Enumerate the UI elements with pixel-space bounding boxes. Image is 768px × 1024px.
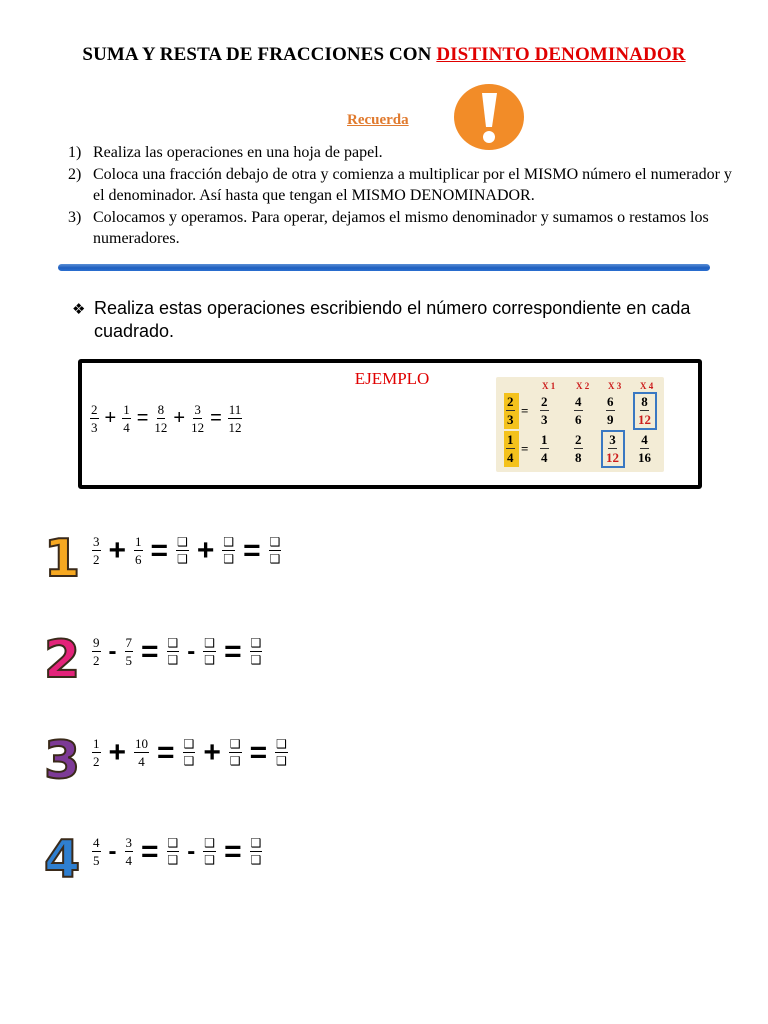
numerator: 1 [541,432,548,447]
denominator: ❑ [250,653,262,667]
example-operator: = [210,407,222,429]
numerator: ❑ [250,836,262,850]
row2-cell [638,433,651,464]
operator: - [187,637,196,665]
numerator: 8 [641,394,648,409]
denominator: 6 [575,412,582,427]
table-header: X 3 [608,381,622,391]
row1-cell [574,395,583,426]
example-operator: = [136,407,149,429]
rule-text: Colocamos y operamos. Para operar, dejamos el mismo denominador y sumamos o restamos los numeradores. [93,208,709,247]
denominator: 12 [606,450,619,465]
equals-sign: = [157,735,175,769]
denominator: 8 [575,450,582,465]
denominator: 2 [93,653,100,668]
numerator: 4 [641,432,648,447]
numerator: ❑ [223,535,235,549]
numerator: 1 [507,432,514,447]
numerator: ❑ [229,737,241,751]
fraction-b [125,836,134,867]
answer-fraction[interactable] [275,738,288,767]
equals-sign: = [249,735,268,769]
example-box [78,359,702,489]
numerator: 1 [123,402,130,417]
denominator: 2 [93,552,100,567]
denominator: 5 [125,653,132,668]
denominator: ❑ [204,653,216,667]
instruction-text: Realiza estas operaciones escribiendo el número correspondiente en cada cuadrado. [94,298,691,341]
row2-cell [574,433,583,464]
fraction-a [92,737,101,768]
numerator: 6 [607,394,614,409]
numerator: 3 [93,534,100,549]
answer-fraction[interactable] [229,738,242,767]
answer-fraction[interactable] [250,837,263,866]
numerator: ❑ [204,636,216,650]
exclamation-icon [453,83,525,151]
denominator: ❑ [223,552,235,566]
numerator: 2 [91,402,98,417]
numerator: 1 [93,736,100,751]
operator: + [196,533,215,567]
fraction-b [134,737,149,768]
operator: + [108,735,127,769]
equals-sign: = [243,533,261,567]
numerator: ❑ [167,636,179,650]
table-header: X 1 [542,381,556,391]
row2-cell [540,433,549,464]
denominator: 4 [541,450,548,465]
rule-text: Coloca una fracción debajo de otra y comienza a multiplicar por el MISMO número el numerador y el denominador. Así hasta que tengan el MISMO DENOMINADOR. [93,165,732,204]
numerator: 3 [125,835,132,850]
exercise-row [92,636,262,667]
exercise-number: 1 [44,529,81,589]
equals-sign: = [141,834,159,868]
rule-item [68,142,738,164]
equals-sign: = [141,634,159,668]
row2-cell [606,433,619,464]
numerator: ❑ [269,535,281,549]
fraction-b [134,535,143,566]
denominator: 16 [638,450,651,465]
denominator: ❑ [183,754,195,768]
rule-number: 3) [68,208,82,226]
exercise-row [92,737,288,768]
rule-text: Realiza las operaciones en una hoja de papel. [93,144,383,161]
numerator: ❑ [204,836,216,850]
operator: + [203,735,221,769]
numerator: 2 [575,432,582,447]
title-main: SUMA Y RESTA DE FRACCIONES CON [82,44,437,65]
answer-fraction[interactable] [250,637,263,666]
operator: - [187,837,196,865]
denominator: 12 [154,420,168,435]
denominator: ❑ [167,653,179,667]
divider [58,264,710,271]
multiplication-table [496,377,664,472]
answer-fraction[interactable] [176,536,189,565]
numerator: 3 [609,432,616,447]
numerator: ❑ [177,535,188,549]
denominator: 3 [91,420,98,435]
denominator: 12 [228,420,242,435]
denominator: 9 [607,412,614,427]
exercise-row [92,836,262,867]
fraction-a [92,636,101,667]
table-header: X 4 [640,381,654,391]
exercise-number: 2 [44,630,81,690]
equals-sign: = [224,634,242,668]
operator: - [108,837,117,865]
denominator: ❑ [177,552,188,566]
equals-sign: = [224,834,242,868]
key-fraction [506,395,515,426]
denominator: 4 [125,853,132,868]
row1-cell [540,395,549,426]
exercise-number: 4 [44,830,81,890]
denominator: 12 [638,412,651,427]
title-highlight: DISTINTO DENOMINADOR [436,44,686,65]
fraction-b [125,636,134,667]
example-fraction [154,403,167,434]
rule-number: 1) [68,144,82,161]
denominator: 2 [93,754,100,769]
example-fraction [122,403,131,434]
denominator: 4 [138,754,145,769]
numerator: 10 [135,736,149,751]
denominator: 4 [123,420,130,435]
key-equals: = [521,441,529,456]
fraction-a [92,836,101,867]
rule-item [68,207,738,250]
answer-fraction[interactable] [269,536,282,565]
answer-fraction[interactable] [183,738,196,767]
numerator: 3 [194,402,201,417]
operator: - [108,637,117,665]
numerator: 2 [541,394,548,409]
example-operator: + [104,407,117,429]
page-title [0,44,768,66]
answer-fraction[interactable] [167,637,180,666]
numerator: 4 [93,835,100,850]
key-fraction [506,433,515,464]
denominator: ❑ [276,754,287,768]
denominator: ❑ [204,853,216,867]
numerator: 2 [507,394,514,409]
table-header: X 2 [576,381,590,391]
numerator: ❑ [250,636,262,650]
numerator: 9 [93,635,100,650]
numerator: 7 [125,635,132,650]
denominator: ❑ [250,853,262,867]
bullet-icon: ❖ [72,301,86,318]
instruction [72,297,712,343]
denominator: 6 [135,552,142,567]
denominator: ❑ [229,754,241,768]
fraction-a [92,535,101,566]
numerator: 1 [135,534,142,549]
denominator: 4 [507,450,514,465]
numerator: 8 [157,402,165,417]
rules-list [68,142,738,250]
numerator: ❑ [276,737,287,751]
denominator: ❑ [269,552,281,566]
numerator: 11 [228,402,242,417]
reminder-label: Recuerda [347,112,409,128]
rule-item [68,164,738,207]
denominator: 12 [191,420,205,435]
numerator: ❑ [183,737,195,751]
key-equals: = [521,403,529,418]
answer-fraction[interactable] [222,536,235,565]
row1-cell [606,395,615,426]
row1-cell [638,395,651,426]
example-fraction [191,403,204,434]
example-operator: + [173,407,186,429]
denominator: 3 [541,412,548,427]
numerator: 4 [575,394,582,409]
equals-sign: = [150,533,169,567]
answer-fraction[interactable] [167,837,180,866]
denominator: 5 [93,853,100,868]
example-fraction [228,403,243,434]
rule-number: 2) [68,165,82,183]
example-label: EJEMPLO [354,369,430,388]
example-equation [90,403,242,434]
denominator: ❑ [167,853,179,867]
numerator: ❑ [167,836,179,850]
answer-fraction[interactable] [203,637,216,666]
operator: + [108,533,127,567]
exercise-row [92,535,281,566]
answer-fraction[interactable] [203,837,216,866]
exercise-number: 3 [44,731,81,791]
denominator: 3 [507,412,514,427]
example-fraction [90,403,99,434]
